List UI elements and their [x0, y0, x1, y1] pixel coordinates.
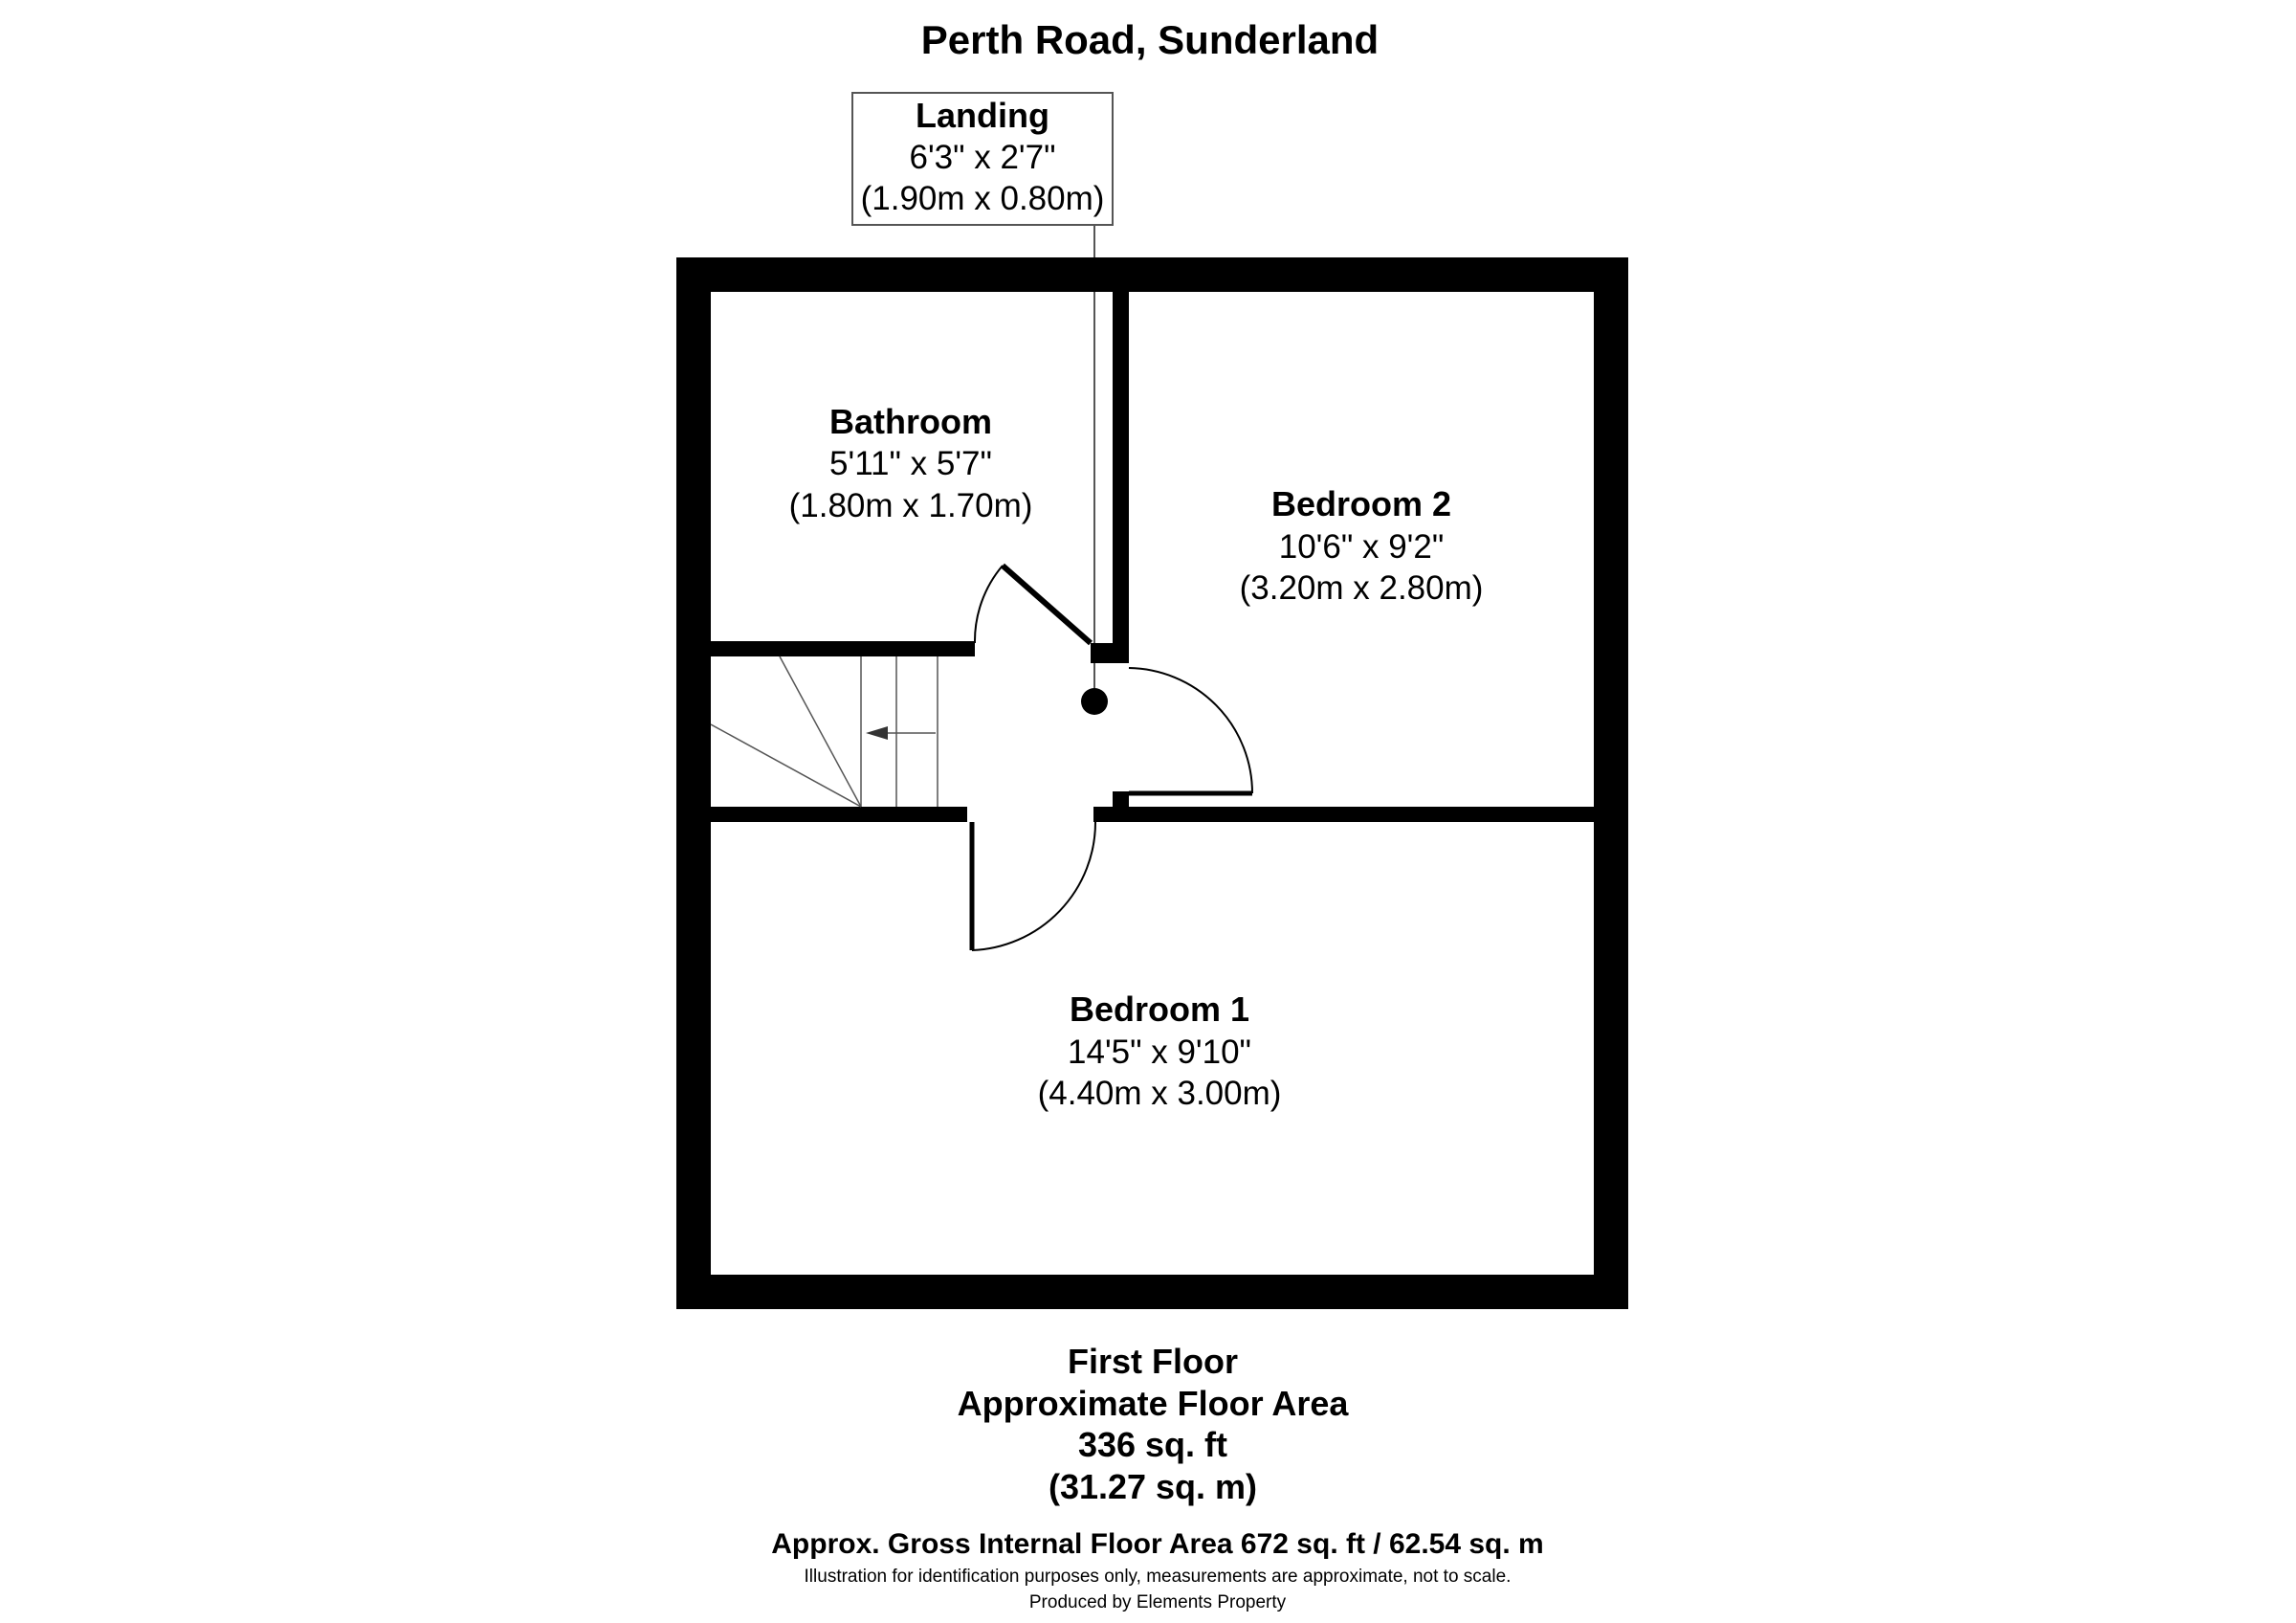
wall-bed2-bed1: [1093, 807, 1594, 822]
wall-left: [676, 257, 711, 1309]
bedroom1-metric: (4.40m x 3.00m): [1037, 1075, 1282, 1112]
bathroom-door-swing: [975, 566, 1003, 643]
wall-right: [1594, 257, 1628, 1309]
landing-marker: [1081, 688, 1108, 715]
bathroom-label: [789, 402, 1033, 524]
floor-area-sqm: (31.27 sq. m): [1048, 1467, 1258, 1506]
floor-area-label: Approximate Floor Area: [957, 1384, 1349, 1423]
staircase: [711, 656, 938, 807]
plan-title: Perth Road, Sunderland: [920, 17, 1380, 62]
wall-bathroom-bottom: [711, 641, 975, 656]
producer-text: Produced by Elements Property: [1028, 1592, 1287, 1612]
footer: [771, 1528, 1543, 1612]
bedroom2-door-swing: [1129, 668, 1252, 793]
disclaimer-text: Illustration for identification purposes only, measurements are approximate, not to scale.: [804, 1567, 1512, 1587]
landing-metric: (1.90m x 0.80m): [860, 180, 1105, 217]
wall-top: [676, 257, 1628, 292]
floor-summary: [958, 1342, 1350, 1506]
bedroom1-label: [1038, 989, 1282, 1112]
bedroom1-door-swing: [972, 822, 1095, 950]
wall-stairs-bottom: [711, 807, 967, 822]
wall-bed2-door-stub: [1113, 791, 1129, 807]
wall-bottom: [676, 1275, 1628, 1309]
bedroom1-imperial: 14'5" x 9'10": [1068, 1034, 1251, 1071]
landing-name: Landing: [916, 96, 1049, 135]
bedroom2-imperial: 10'6" x 9'2": [1278, 528, 1445, 566]
bedroom2-metric: (3.20m x 2.80m): [1239, 569, 1484, 607]
internal-walls: [711, 292, 1594, 822]
bathroom-metric: (1.80m x 1.70m): [788, 487, 1033, 524]
floor-name: First Floor: [1068, 1342, 1238, 1381]
bedroom2-label: [1240, 484, 1484, 607]
bathroom-door-leaf: [1003, 566, 1091, 643]
doors: [972, 566, 1252, 950]
bedroom1-name: Bedroom 1: [1069, 989, 1250, 1029]
bathroom-imperial: 5'11" x 5'7": [829, 445, 992, 482]
stair-arrow-head: [866, 726, 888, 740]
wall-bath-bed2-stub: [1091, 643, 1129, 663]
landing-label: [852, 93, 1113, 703]
wall-bath-bed2-upper: [1113, 292, 1129, 663]
floor-area-sqft: 336 sq. ft: [1077, 1425, 1228, 1464]
bedroom2-name: Bedroom 2: [1270, 484, 1452, 523]
gross-area-text: Approx. Gross Internal Floor Area 672 sq. ft / 62.54 sq. m: [771, 1528, 1544, 1560]
landing-imperial: 6'3" x 2'7": [909, 139, 1056, 176]
bathroom-name: Bathroom: [829, 402, 992, 441]
